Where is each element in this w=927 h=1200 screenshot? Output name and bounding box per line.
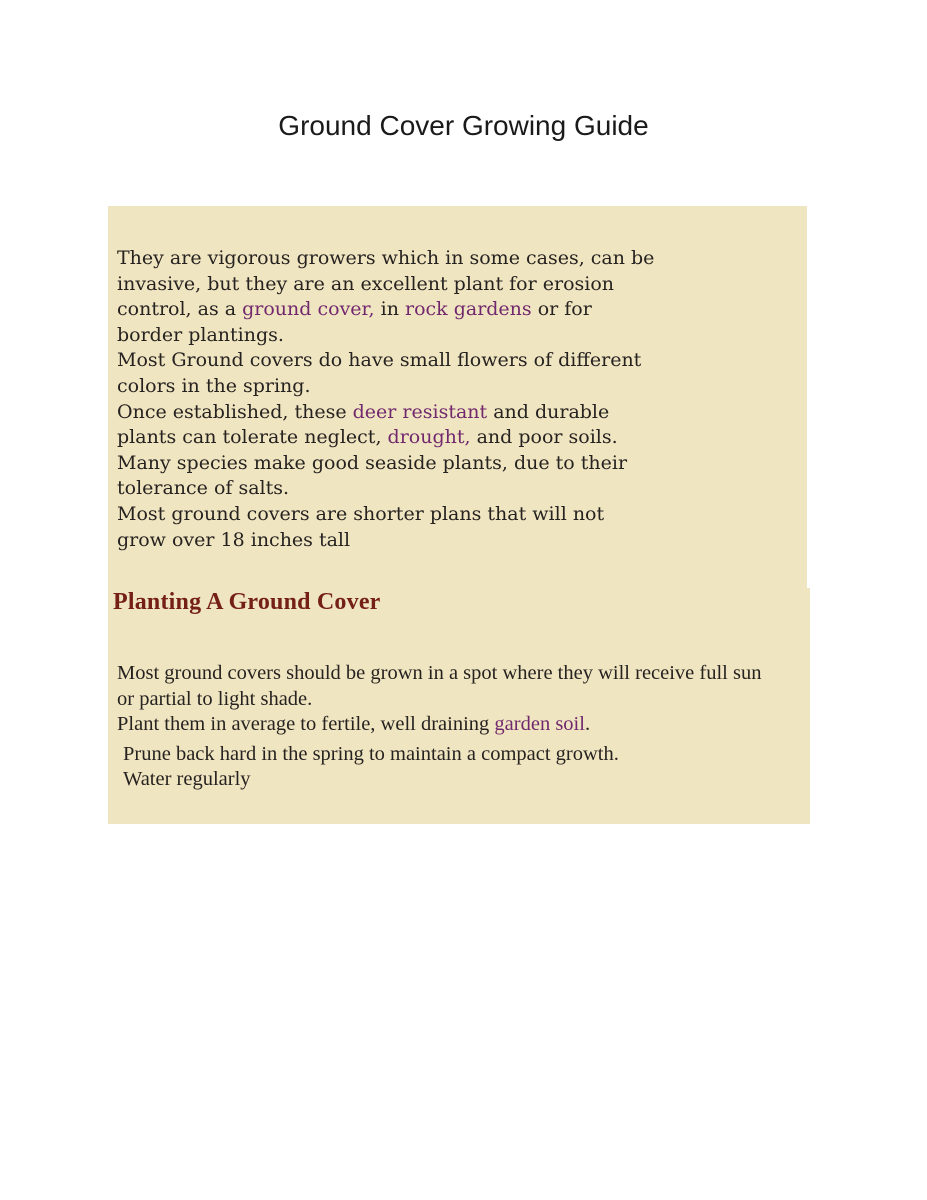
text-run: Once established, these <box>117 400 353 423</box>
text-run: and durable <box>487 400 610 423</box>
text-line <box>117 348 657 374</box>
text-line <box>117 323 657 349</box>
text-run: Prune back hard in the spring to maintain a compact growth. <box>123 742 619 765</box>
text-run: in <box>374 298 405 321</box>
text-run: colors in the spring. <box>117 374 311 397</box>
text-run: plants can tolerate neglect, <box>117 426 388 449</box>
section-heading: Planting A Ground Cover <box>113 589 381 615</box>
link-garden-soil[interactable]: garden soil <box>494 713 585 735</box>
text-run: control, as a <box>117 298 243 321</box>
text-run: . <box>584 713 591 735</box>
text-run: and poor soils. <box>470 426 618 449</box>
text-run: or for <box>531 298 592 321</box>
text-line <box>117 476 657 502</box>
text-run: invasive, but they are an excellent plant for erosion <box>117 272 615 295</box>
text-run: grow over 18 inches tall <box>117 528 351 551</box>
text-line <box>117 687 812 713</box>
link-deer-resistant[interactable]: deer resistant <box>352 400 488 423</box>
text-run: Most Ground covers do have small flowers of different <box>117 349 642 372</box>
text-line <box>117 661 812 687</box>
text-line <box>117 272 657 298</box>
text-line <box>117 451 657 477</box>
text-line <box>117 425 657 451</box>
text-run: border plantings. <box>117 323 284 346</box>
text-line <box>117 246 657 272</box>
planting-paragraphs <box>117 661 812 793</box>
text-line <box>123 767 812 793</box>
text-run: Many species make good seaside plants, due to their <box>117 451 628 474</box>
text-line <box>117 297 657 323</box>
text-run: Water regularly <box>123 768 251 790</box>
text-line <box>123 742 812 768</box>
text-line <box>117 374 657 400</box>
text-run: Most ground covers should be grown in a spot where they will receive full sun <box>117 662 762 684</box>
text-run: Most ground covers are shorter plans that will not <box>117 502 605 525</box>
text-run: They are vigorous growers which in some cases, can be <box>117 247 655 269</box>
link-ground-cover[interactable]: ground cover, <box>242 298 375 321</box>
text-run: tolerance of salts. <box>117 477 290 500</box>
page-title: Ground Cover Growing Guide <box>278 110 649 141</box>
link-drought[interactable]: drought, <box>387 426 471 449</box>
intro-paragraphs <box>117 246 657 553</box>
text-line <box>117 400 657 426</box>
text-run: Plant them in average to fertile, well draining <box>117 713 495 735</box>
text-line <box>117 502 657 528</box>
text-line <box>117 712 812 738</box>
text-line <box>117 528 657 554</box>
text-run: or partial to light shade. <box>117 687 313 710</box>
link-rock-gardens[interactable]: rock gardens <box>404 298 532 321</box>
